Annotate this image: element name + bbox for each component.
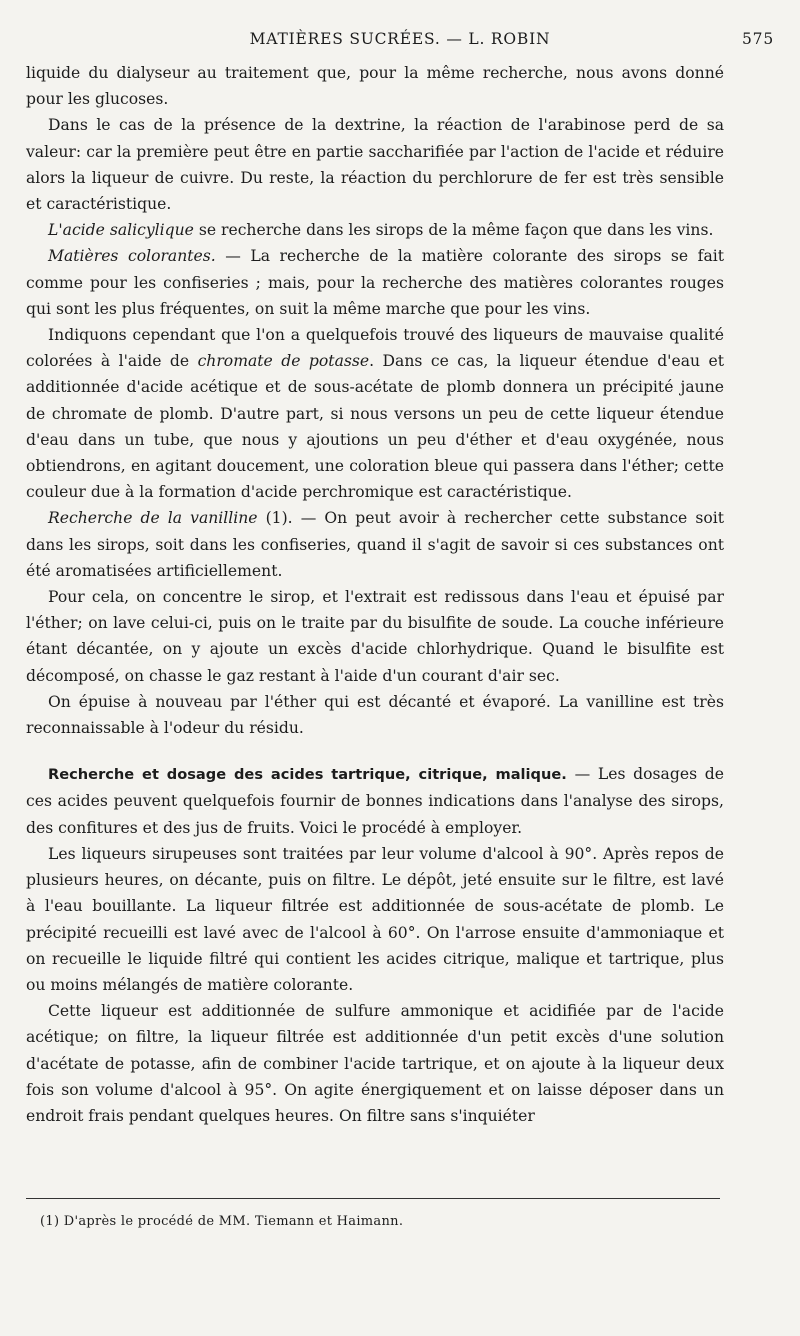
paragraph-9-text: — Les dosages de ces acides peuvent quelquefois fournir de bonnes indications dans l'analyse des sirops, des confitures et des jus de fruits. Voici le procédé à employer. — [26, 765, 725, 837]
paragraph-4-text: — La recherche de la matière colorante des sirops se fait comme pour les confiseries ; mais, pour la recherche des matières colorantes rouges qui sont les plus fréquentes, on suit la même marche que pour les vins. — [26, 247, 724, 318]
running-header — [26, 30, 774, 52]
paragraph-9 — [26, 761, 724, 841]
paragraph-5-text-b: . Dans ce cas, la liqueur étendue d'eau et additionnée d'acide acétique et de sous-acétate de plomb donnera un précipité jaune de chromate de plomb. D'autre part, si nous versons un peu de cette liqueur étendue d'eau dans un tube, que nous y ajoutions un peu d'éther et d'eau oxygénée, nous obtiendrons, en agitant doucement, une coloration bleue qui passera dans l'éther; cette couleur due à la formation d'acide perchromique est caractéristique. — [26, 352, 724, 502]
paragraph-10: Les liqueurs sirupeuses sont traitées par leur volume d'alcool à 90°. Après repos de plusieurs heures, on décante, puis on filtre. Le dépôt, jeté ensuite sur le filtre, est lavé à l'eau bouillante. La liqueur filtrée est additionnée de sous-acétate de plomb. Le précipité recueilli est lavé avec de l'alcool à 60°. On l'arrose ensuite d'ammoniaque et on recueille le liquide filtré qui contient les acides citrique, malique et tartrique, plus ou moins mélangés de matière colorante. — [26, 844, 724, 994]
paragraph-7: Pour cela, on concentre le sirop, et l'extrait est redissous dans l'eau et épuisé par l'éther; on lave celui-ci, puis on le traite par du bisulfite de soude. La couche inférieure étant décantée, on y ajoute un excès d'acide chlorhydrique. Quand le bisulfite est décomposé, on chasse le gaz restant à l'aide d'un courant d'air sec. — [26, 588, 724, 685]
page-number: 575 — [742, 30, 774, 48]
paragraph-6-lead: Recherche de la vanilline — [48, 509, 258, 528]
paragraph-4 — [26, 243, 724, 322]
paragraph-1: liquide du dialyseur au traitement que, pour la même recherche, nous avons donné pour les glucoses. — [26, 64, 724, 109]
body-text — [26, 60, 724, 1129]
paragraph-3-text: se recherche dans les sirops de la même façon que dans les vins. — [193, 221, 714, 240]
paragraph-8: On épuise à nouveau par l'éther qui est décanté et évaporé. La vanilline est très reconnaissable à l'odeur du résidu. — [26, 692, 724, 738]
paragraph-6 — [26, 505, 724, 584]
paragraph-3 — [26, 217, 724, 243]
paragraph-3-lead: L'acide salicylique — [48, 221, 194, 240]
footnote: (1) D'après le procédé de MM. Tiemann et Haimann. — [40, 1214, 404, 1229]
paragraph-6-text: (1). — On peut avoir à rechercher cette substance soit dans les sirops, soit dans les confiseries, quand il s'agit de savoir si ces substances ont été aromatisées artificiellement. — [26, 509, 724, 580]
paragraph-4-lead: Matières colorantes. — [48, 247, 216, 266]
footnote-divider — [26, 1198, 720, 1199]
paragraph-5-emphasis: chromate de potasse — [197, 352, 370, 371]
paragraph-11: Cette liqueur est additionnée de sulfure ammonique et acidifiée par de l'acide acétique; on filtre, la liqueur filtrée est additionnée d'un petit excès d'une solution d'acétate de potasse, afin de combiner l'acide tartrique, et on ajoute à la liqueur deux fois son volume d'alcool à 95°. On agite énergiquement et on laisse déposer dans un endroit frais pendant quelques heures. On filtre sans s'inquiéter — [26, 1002, 724, 1125]
paragraph-5 — [26, 322, 724, 505]
running-title: MATIÈRES SUCRÉES. — L. ROBIN — [249, 30, 551, 48]
section-title: Recherche et dosage des acides tartrique, citrique, malique. — [48, 766, 567, 784]
paragraph-2: Dans le cas de la présence de la dextrine, la réaction de l'arabinose perd de sa valeur: car la première peut être en partie saccharifiée par l'action de l'acide et réduire alors la liqueur de cuivre. Du reste, la réaction du perchlorure de fer est très sensible et caractéristique. — [26, 116, 724, 214]
paragraph-5-text-a: Indiquons cependant que l'on a quelquefois trouvé des liqueurs de mauvaise qualité colorées à l'aide de — [26, 326, 724, 371]
